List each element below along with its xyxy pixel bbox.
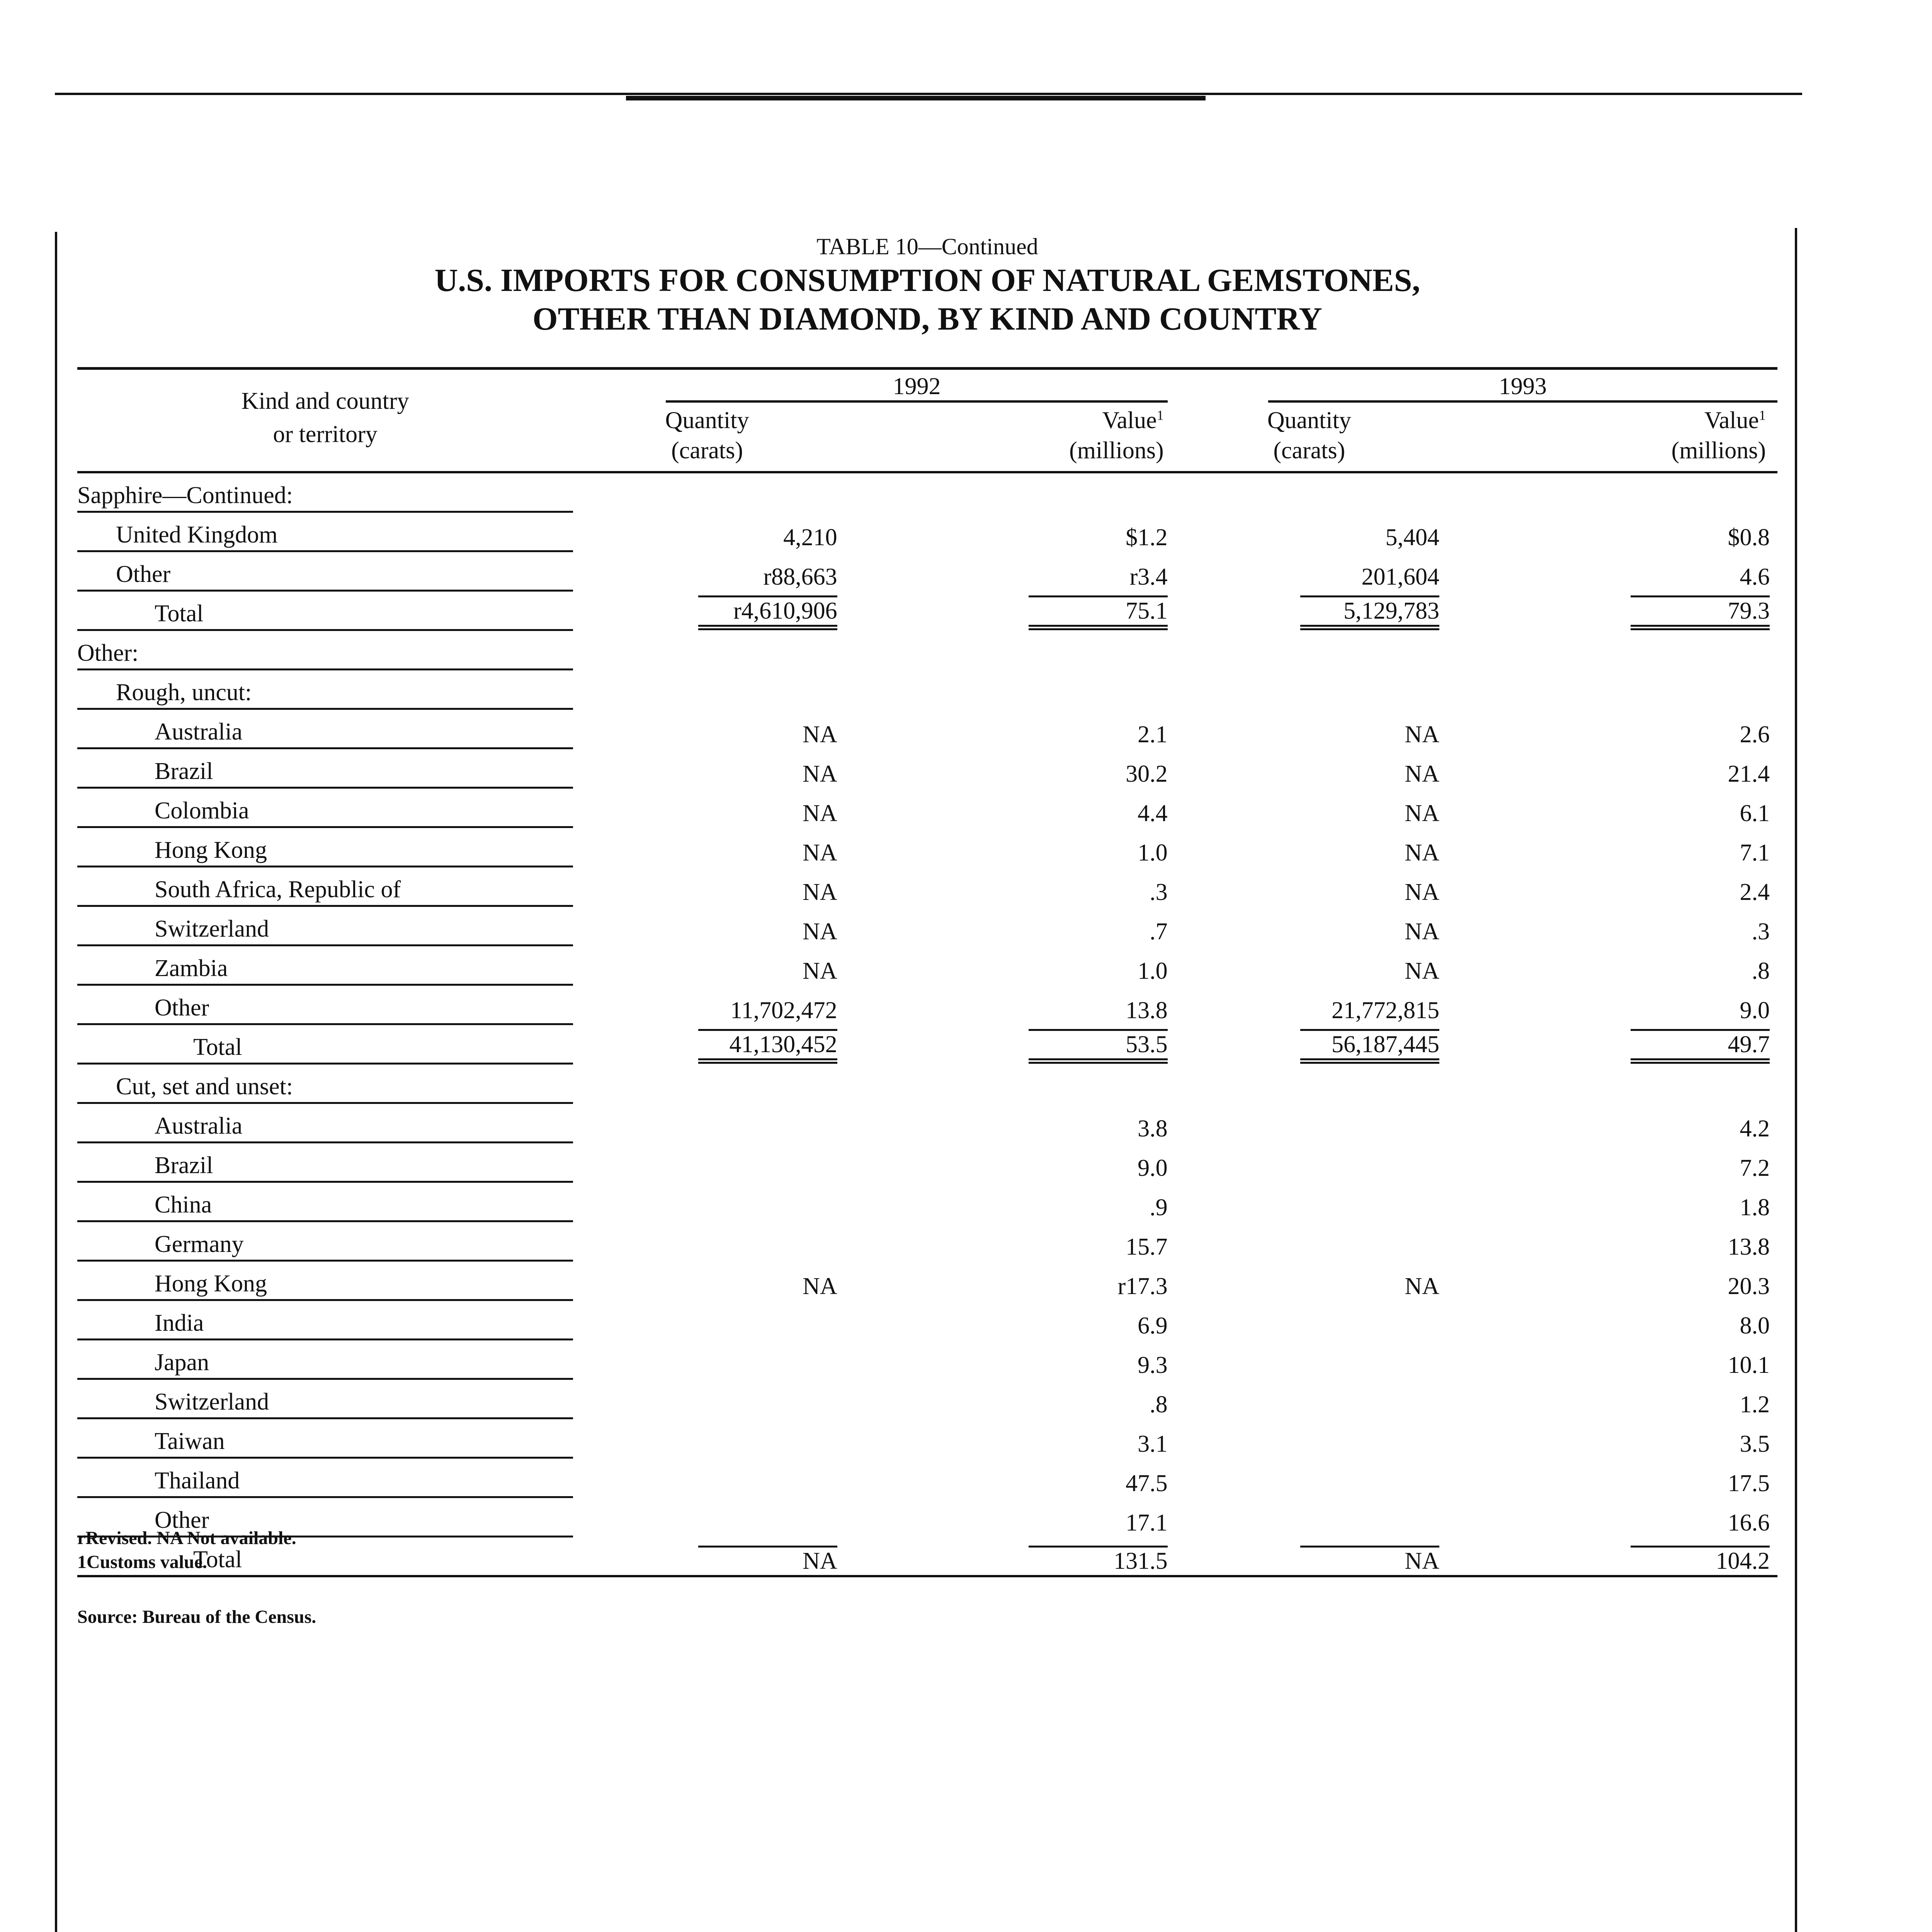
cell-value: $1.2 [1126,524,1168,551]
cell-q92 [573,630,856,670]
table-row [77,1221,1777,1261]
cell-q92 [573,551,856,591]
cell-value: 49.7 [1631,1029,1770,1064]
cell-v92 [857,670,1175,709]
cell-q93 [1175,1024,1459,1064]
cell-q92 [573,985,856,1024]
cell-q93 [1175,512,1459,551]
cell-q92 [573,1497,856,1537]
row-label: Switzerland [77,906,573,946]
value-footnote-mark: 1 [1759,407,1766,423]
top-rule [55,93,1802,95]
cell-value: 2.4 [1740,879,1770,905]
millions-label: (millions) [1069,437,1164,464]
cell-v92 [857,1182,1175,1221]
year-1992-rule [666,373,1167,403]
cell-v92 [857,1458,1175,1497]
row-label: Other [77,551,573,591]
header-quantity-1993 [1175,405,1459,466]
cell-value: .9 [1150,1194,1168,1221]
cell-v93 [1459,827,1777,867]
cell-value: NA [1405,879,1439,905]
table-row [77,1537,1777,1577]
cell-value: r88,663 [763,563,837,590]
cell-value: 104.2 [1631,1546,1770,1575]
cell-value: NA [803,721,837,748]
cell-q93 [1175,1418,1459,1458]
cell-q93 [1175,591,1459,630]
table-row [77,1379,1777,1418]
cell-v93 [1459,551,1777,591]
row-label: Total [77,591,573,630]
cell-v92 [857,1497,1175,1537]
cell-value: 13.8 [1728,1233,1770,1260]
table-row [77,1497,1777,1537]
cell-value: 4.4 [1138,800,1168,827]
cell-q92 [573,788,856,827]
table-row [77,985,1777,1024]
cell-v93 [1459,867,1777,906]
table-row [77,670,1777,709]
header-year-1992 [573,369,1175,406]
cell-q93 [1175,906,1459,946]
header-kind-line2: or territory [273,421,378,447]
cell-q92 [573,1064,856,1103]
cell-v92 [857,985,1175,1024]
cell-value: 1.2 [1740,1391,1770,1418]
cell-v93 [1459,1379,1777,1418]
cell-q92 [573,1379,856,1418]
cell-value: 3.1 [1138,1430,1168,1457]
header-row-years [77,369,1777,406]
cell-q92 [573,1143,856,1182]
cell-q93 [1175,1064,1459,1103]
table-row [77,1418,1777,1458]
row-label: Switzerland [77,1379,573,1418]
cell-q93 [1175,827,1459,867]
cell-value: .3 [1150,879,1168,905]
cell-value: 4,210 [783,524,837,551]
cell-value: NA [1405,839,1439,866]
cell-v92 [857,512,1175,551]
table-row [77,1064,1777,1103]
cell-value: NA [698,1546,837,1575]
cell-value: 9.3 [1138,1352,1168,1378]
cell-q92 [573,1024,856,1064]
cell-v92 [857,1379,1175,1418]
cell-v93 [1459,788,1777,827]
cell-value: NA [803,839,837,866]
table-row [77,472,1777,512]
cell-q92 [573,1418,856,1458]
table-row [77,630,1777,670]
cell-value: 201,604 [1361,563,1439,590]
quantity-label: Quantity [665,407,749,434]
cell-value: 7.2 [1740,1155,1770,1181]
row-label: Total [77,1537,573,1577]
footnote-customs: 1Customs value. [77,1552,207,1572]
cell-value: .7 [1150,918,1168,945]
cell-v93 [1459,1537,1777,1577]
cell-value: 20.3 [1728,1273,1770,1299]
cell-q93 [1175,946,1459,985]
row-label: Colombia [77,788,573,827]
left-margin-line [55,232,57,1932]
cell-q93 [1175,709,1459,748]
cell-value: NA [1405,1273,1439,1299]
cell-value: 17.1 [1126,1509,1168,1536]
row-label: Germany [77,1221,573,1261]
cell-value: NA [803,957,837,984]
cell-v93 [1459,1458,1777,1497]
cell-q93 [1175,1182,1459,1221]
table-row [77,1458,1777,1497]
cell-v92 [857,551,1175,591]
cell-value: 5,129,783 [1300,595,1439,630]
quantity-label: Quantity [1267,407,1351,434]
cell-value: .8 [1752,957,1770,984]
cell-value: NA [803,760,837,787]
header-year-1993 [1175,369,1777,406]
value-label [1459,405,1766,435]
cell-v93 [1459,709,1777,748]
cell-value: 10.1 [1728,1352,1770,1378]
row-label: Sapphire—Continued: [77,472,573,512]
row-label: China [77,1182,573,1221]
row-label: South Africa, Republic of [77,867,573,906]
cell-value: .3 [1752,918,1770,945]
cell-q92 [573,1300,856,1340]
cell-value: 3.8 [1138,1115,1168,1142]
cell-value: 41,130,452 [698,1029,837,1064]
cell-value: .8 [1150,1391,1168,1418]
cell-q92 [573,670,856,709]
table-row [77,827,1777,867]
cell-value: NA [1405,760,1439,787]
cell-v92 [857,1024,1175,1064]
cell-v92 [857,1221,1175,1261]
cell-value: r4,610,906 [698,595,837,630]
cell-q93 [1175,1537,1459,1577]
cell-value: 9.0 [1740,997,1770,1024]
cell-value: 47.5 [1126,1470,1168,1497]
cell-v92 [857,1103,1175,1143]
cell-v92 [857,827,1175,867]
row-label: Hong Kong [77,1261,573,1300]
cell-v93 [1459,1300,1777,1340]
cell-v92 [857,1064,1175,1103]
cell-v93 [1459,985,1777,1024]
cell-q93 [1175,1458,1459,1497]
top-rule-accent [626,96,1206,100]
row-label: Australia [77,709,573,748]
row-label: Other [77,1497,573,1537]
row-label: Japan [77,1340,573,1379]
cell-v92 [857,946,1175,985]
table-label: TABLE 10—Continued [816,234,1038,259]
cell-v92 [857,472,1175,512]
header-bottom-rule [77,466,1777,472]
cell-value: 21.4 [1728,760,1770,787]
cell-q93 [1175,1340,1459,1379]
cell-q93 [1175,788,1459,827]
table-row [77,512,1777,551]
year-1993-label: 1993 [1498,373,1547,400]
cell-v92 [857,867,1175,906]
table-row [77,551,1777,591]
cell-v93 [1459,1340,1777,1379]
table-row [77,1261,1777,1300]
header-value-1992 [857,405,1175,466]
cell-value: 11,702,472 [730,997,837,1024]
table-row [77,1024,1777,1064]
cell-v92 [857,748,1175,788]
table-row [77,867,1777,906]
cell-v93 [1459,1497,1777,1537]
row-label: Total [77,1024,573,1064]
cell-v93 [1459,1261,1777,1300]
row-label: Taiwan [77,1418,573,1458]
cell-q92 [573,472,856,512]
gemstone-imports-table [77,367,1777,1577]
cell-v93 [1459,1143,1777,1182]
row-label: Zambia [77,946,573,985]
cell-q93 [1175,472,1459,512]
cell-value: 7.1 [1740,839,1770,866]
table-row [77,709,1777,748]
cell-v92 [857,709,1175,748]
cell-value: $0.8 [1728,524,1770,551]
cell-v92 [857,788,1175,827]
cell-v93 [1459,1103,1777,1143]
cell-value: NA [803,800,837,827]
cell-q93 [1175,630,1459,670]
value-label [857,405,1164,435]
cell-value: 131.5 [1029,1546,1168,1575]
cell-q92 [573,591,856,630]
cell-v93 [1459,1064,1777,1103]
carats-label: (carats) [1273,437,1345,464]
header-value-1993 [1459,405,1777,466]
cell-v93 [1459,1182,1777,1221]
cell-v93 [1459,1418,1777,1458]
cell-v92 [857,1261,1175,1300]
cell-q93 [1175,985,1459,1024]
header-kind-country [77,369,573,466]
row-label: United Kingdom [77,512,573,551]
table-header [270,232,1584,338]
table-body [77,472,1777,1576]
cell-q93 [1175,670,1459,709]
cell-value: 6.9 [1138,1312,1168,1339]
cell-value: NA [1405,957,1439,984]
millions-label: (millions) [1671,437,1766,464]
cell-q93 [1175,867,1459,906]
cell-q92 [573,906,856,946]
cell-q93 [1175,551,1459,591]
cell-value: NA [1405,800,1439,827]
cell-value: r3.4 [1129,563,1168,590]
cell-v93 [1459,512,1777,551]
cell-value: NA [803,918,837,945]
value-footnote-mark: 1 [1156,407,1164,423]
cell-value: 1.0 [1138,957,1168,984]
row-label: Other: [77,630,573,670]
cell-value: NA [1300,1546,1439,1575]
cell-value: 1.0 [1138,839,1168,866]
header-kind-line1: Kind and country [241,388,409,414]
cell-v93 [1459,946,1777,985]
cell-q92 [573,1340,856,1379]
cell-v93 [1459,1024,1777,1064]
value-text: Value [1704,407,1759,434]
cell-v93 [1459,670,1777,709]
table-title-line1: U.S. IMPORTS FOR CONSUMPTION OF NATURAL GEMSTONES, [434,262,1420,298]
table-row [77,1340,1777,1379]
cell-q92 [573,748,856,788]
cell-v92 [857,591,1175,630]
row-label: Rough, uncut: [77,670,573,709]
year-1993-rule [1268,373,1777,403]
cell-v92 [857,1340,1175,1379]
cell-value: 21,772,815 [1331,997,1439,1024]
cell-q92 [573,867,856,906]
row-label: Cut, set and unset: [77,1064,573,1103]
cell-q92 [573,1182,856,1221]
cell-value: 4.2 [1740,1115,1770,1142]
cell-v93 [1459,906,1777,946]
table-row [77,906,1777,946]
cell-value: 13.8 [1126,997,1168,1024]
cell-q92 [573,512,856,551]
table-title-line2: OTHER THAN DIAMOND, BY KIND AND COUNTRY [532,301,1322,337]
cell-value: 17.5 [1728,1470,1770,1497]
row-label: Brazil [77,748,573,788]
right-margin-line [1795,228,1797,1932]
footnotes [77,1526,316,1629]
cell-value: NA [1405,721,1439,748]
cell-v92 [857,1537,1175,1577]
cell-value: 8.0 [1740,1312,1770,1339]
row-label: Australia [77,1103,573,1143]
source-note: Source: Bureau of the Census. [77,1607,316,1627]
cell-value: NA [803,879,837,905]
cell-v92 [857,1300,1175,1340]
cell-value: 3.5 [1740,1430,1770,1457]
cell-q93 [1175,1143,1459,1182]
row-label: Brazil [77,1143,573,1182]
cell-v92 [857,906,1175,946]
cell-q92 [573,1221,856,1261]
cell-value: 56,187,445 [1300,1029,1439,1064]
cell-value: 15.7 [1126,1233,1168,1260]
cell-value: 53.5 [1029,1029,1168,1064]
cell-q92 [573,1458,856,1497]
cell-q92 [573,946,856,985]
cell-value: NA [803,1273,837,1299]
cell-q92 [573,827,856,867]
cell-v92 [857,630,1175,670]
table-row [77,748,1777,788]
row-label: Thailand [77,1458,573,1497]
value-text: Value [1102,407,1157,434]
cell-value: 5,404 [1385,524,1439,551]
header-quantity-1992 [573,405,856,466]
cell-q93 [1175,1261,1459,1300]
cell-value: 16.6 [1728,1509,1770,1536]
cell-q93 [1175,748,1459,788]
cell-v93 [1459,1221,1777,1261]
cell-q92 [573,709,856,748]
cell-q92 [573,1537,856,1577]
cell-value: 1.8 [1740,1194,1770,1221]
cell-q93 [1175,1379,1459,1418]
table-row [77,946,1777,985]
cell-v92 [857,1143,1175,1182]
cell-v92 [857,1418,1175,1458]
cell-q93 [1175,1221,1459,1261]
table-row [77,1182,1777,1221]
cell-value: 4.6 [1740,563,1770,590]
cell-value: 79.3 [1631,595,1770,630]
table-row [77,1103,1777,1143]
footnote-revised: rRevised. NA Not available. [77,1528,296,1548]
cell-v93 [1459,472,1777,512]
cell-value: NA [1405,918,1439,945]
row-label: Hong Kong [77,827,573,867]
table-row [77,1300,1777,1340]
cell-v93 [1459,630,1777,670]
table-row [77,788,1777,827]
cell-q93 [1175,1103,1459,1143]
cell-value: 30.2 [1126,760,1168,787]
cell-value: r17.3 [1117,1273,1168,1299]
cell-value: 2.1 [1138,721,1168,748]
cell-value: 75.1 [1029,595,1168,630]
cell-q93 [1175,1300,1459,1340]
cell-v93 [1459,591,1777,630]
cell-q92 [573,1261,856,1300]
cell-v93 [1459,748,1777,788]
row-label: Other [77,985,573,1024]
year-1992-label: 1992 [893,373,941,400]
cell-q92 [573,1103,856,1143]
row-label: India [77,1300,573,1340]
cell-value: 6.1 [1740,800,1770,827]
cell-value: 2.6 [1740,721,1770,748]
table-row [77,1143,1777,1182]
cell-q93 [1175,1497,1459,1537]
table-row [77,591,1777,630]
carats-label: (carats) [671,437,743,464]
cell-value: 9.0 [1138,1155,1168,1181]
